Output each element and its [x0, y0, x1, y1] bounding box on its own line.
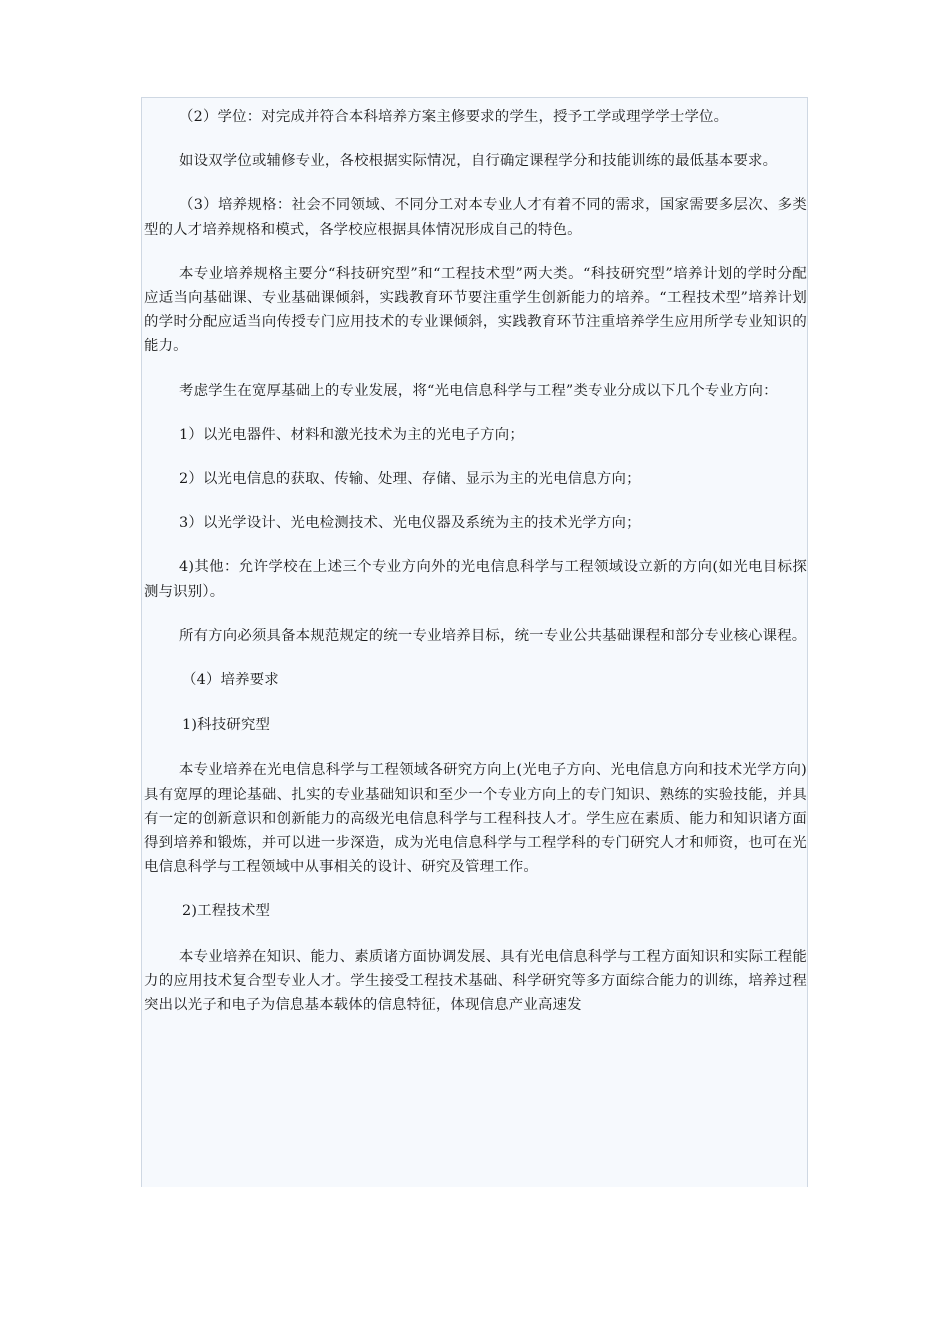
paragraph-directions-intro: 考虑学生在宽厚基础上的专业发展，将“光电信息科学与工程”类专业分成以下几个专业方向： — [179, 382, 778, 399]
text-frame — [141, 97, 808, 1187]
subheading-engineering-type: 2)工程技术型 — [182, 903, 271, 920]
list-item-direction-3: 3）以光学设计、光电检测技术、光电仪器及系统为主的技术光学方向； — [179, 515, 641, 532]
paragraph-common-requirements: 所有方向必须具备本规范规定的统一专业培养目标，统一专业公共基础课程和部分专业核心课程。 — [179, 627, 807, 644]
section-heading-requirements: （4）培养要求 — [182, 672, 279, 689]
paragraph-double-degree: 如设双学位或辅修专业，各校根据实际情况，自行确定课程学分和技能训练的最低基本要求。 — [179, 153, 778, 170]
paragraph-engineering-type: 本专业培养在知识、能力、素质诸方面协调发展、具有光电信息科学与工程方面知识和实际工程能力的应用技术复合型专业人才。学生接受工程技术基础、科学研究等多方面综合能力的训练，培养过程突出以光子和电子为信息基本载体的信息特征，体现信息产业高速发 — [144, 948, 807, 1014]
paragraph-degree: （2）学位：对完成并符合本科培养方案主修要求的学生，授予工学或理学学士学位。 — [179, 109, 729, 125]
paragraph-training-spec: （3）培养规格：社会不同领域、不同分工对本专业人才有着不同的需求，国家需要多层次、多类型的人才培养规格和模式，各学校应根据具体情况形成自己的特色。 — [144, 197, 807, 238]
list-item-direction-4: 4)其他：允许学校在上述三个专业方向外的光电信息科学与工程领域设立新的方向(如光电目标探测与识别）。 — [144, 559, 807, 600]
list-item-direction-1: 1）以光电器件、材料和激光技术为主的光电子方向； — [179, 426, 524, 443]
paragraph-research-type: 本专业培养在光电信息科学与工程领域各研究方向上(光电子方向、光电信息方向和技术光学方向)具有宽厚的理论基础、扎实的专业基础知识和至少一个专业方向上的专门知识、熟练的实验技能，并具有一定的创新意识和创新能力的高级光电信息科学与工程科技人才。学生应在素质、能力和知识诸方面得到培养和锻炼，并可以进一步深造，成为光电信息科学与工程学科的专门研究人才和师资，也可在光电信息科学与工程领域中从事相关的设计、研究及管理工作。 — [144, 762, 807, 876]
subheading-research-type: 1)科技研究型 — [182, 717, 271, 734]
list-item-direction-2: 2）以光电信息的获取、传输、处理、存储、显示为主的光电信息方向； — [179, 471, 641, 488]
paragraph-spec-types: 本专业培养规格主要分“科技研究型”和“工程技术型”两大类。“科技研究型”培养计划的学时分配应适当向基础课、专业基础课倾斜，实践教育环节要注重学生创新能力的培养。“工程技术型”培养计划的学时分配应适当向传授专门应用技术的专业课倾斜，实践教育环节注重培养学生应用所学专业知识的能力。 — [144, 265, 807, 355]
